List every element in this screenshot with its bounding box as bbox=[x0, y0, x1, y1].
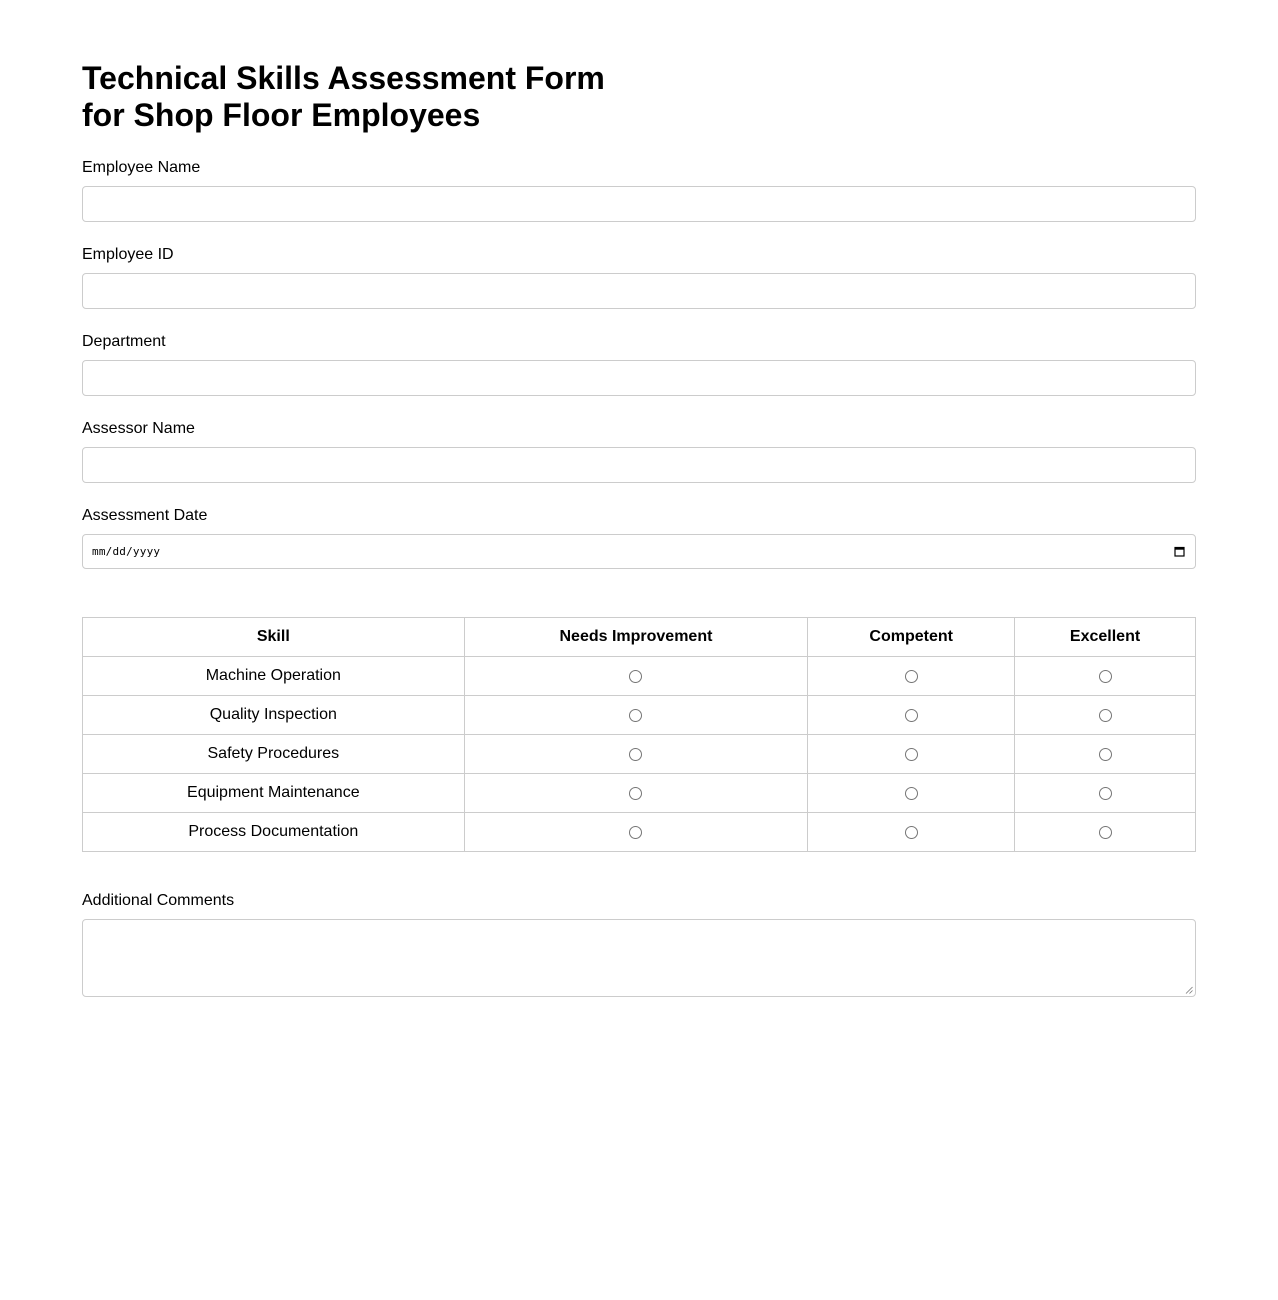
radio-needs-improvement[interactable] bbox=[629, 787, 642, 800]
radio-excellent[interactable] bbox=[1099, 748, 1112, 761]
employee-id-field bbox=[82, 246, 1196, 309]
radio-competent[interactable] bbox=[905, 787, 918, 800]
page-title: Technical Skills Assessment Form for Shop Floor Employees bbox=[82, 60, 605, 133]
radio-needs-improvement[interactable] bbox=[629, 709, 642, 722]
table-row bbox=[83, 774, 1196, 813]
table-row bbox=[83, 735, 1196, 774]
calendar-icon[interactable] bbox=[1174, 546, 1185, 557]
assessment-date-label: Assessment Date bbox=[82, 507, 208, 524]
header-competent: Competent bbox=[808, 618, 1015, 657]
date-placeholder: mm/dd/yyyy bbox=[92, 545, 161, 558]
table-row bbox=[83, 696, 1196, 735]
assessor-name-label: Assessor Name bbox=[82, 420, 195, 437]
radio-excellent[interactable] bbox=[1099, 709, 1112, 722]
resize-handle-icon[interactable] bbox=[1185, 986, 1193, 994]
header-excellent: Excellent bbox=[1015, 618, 1196, 657]
skill-name: Process Documentation bbox=[83, 813, 465, 852]
radio-competent[interactable] bbox=[905, 748, 918, 761]
header-skill: Skill bbox=[83, 618, 465, 657]
additional-comments-field bbox=[82, 892, 1196, 997]
employee-name-field bbox=[82, 159, 1196, 222]
assessment-form bbox=[82, 0, 1196, 997]
radio-competent[interactable] bbox=[905, 709, 918, 722]
additional-comments-textarea[interactable] bbox=[82, 919, 1196, 997]
radio-needs-improvement[interactable] bbox=[629, 826, 642, 839]
assessor-name-field bbox=[82, 420, 1196, 483]
radio-competent[interactable] bbox=[905, 826, 918, 839]
employee-id-input[interactable] bbox=[82, 273, 1196, 309]
radio-excellent[interactable] bbox=[1099, 670, 1112, 683]
skill-name: Equipment Maintenance bbox=[83, 774, 465, 813]
employee-name-label: Employee Name bbox=[82, 159, 201, 176]
assessor-name-input[interactable] bbox=[82, 447, 1196, 483]
table-row bbox=[83, 813, 1196, 852]
employee-id-label: Employee ID bbox=[82, 246, 174, 263]
header-needs-improvement: Needs Improvement bbox=[464, 618, 808, 657]
assessment-date-input[interactable] bbox=[82, 534, 1196, 569]
radio-excellent[interactable] bbox=[1099, 787, 1112, 800]
radio-needs-improvement[interactable] bbox=[629, 748, 642, 761]
table-row bbox=[83, 657, 1196, 696]
department-label: Department bbox=[82, 333, 166, 350]
skill-name: Quality Inspection bbox=[83, 696, 465, 735]
department-input[interactable] bbox=[82, 360, 1196, 396]
radio-competent[interactable] bbox=[905, 670, 918, 683]
radio-excellent[interactable] bbox=[1099, 826, 1112, 839]
employee-name-input[interactable] bbox=[82, 186, 1196, 222]
assessment-date-field bbox=[82, 507, 1196, 569]
skill-name: Machine Operation bbox=[83, 657, 465, 696]
table-header-row bbox=[83, 618, 1196, 657]
skill-name: Safety Procedures bbox=[83, 735, 465, 774]
radio-needs-improvement[interactable] bbox=[629, 670, 642, 683]
skills-table bbox=[82, 617, 1196, 852]
additional-comments-label: Additional Comments bbox=[82, 892, 235, 909]
department-field bbox=[82, 333, 1196, 396]
